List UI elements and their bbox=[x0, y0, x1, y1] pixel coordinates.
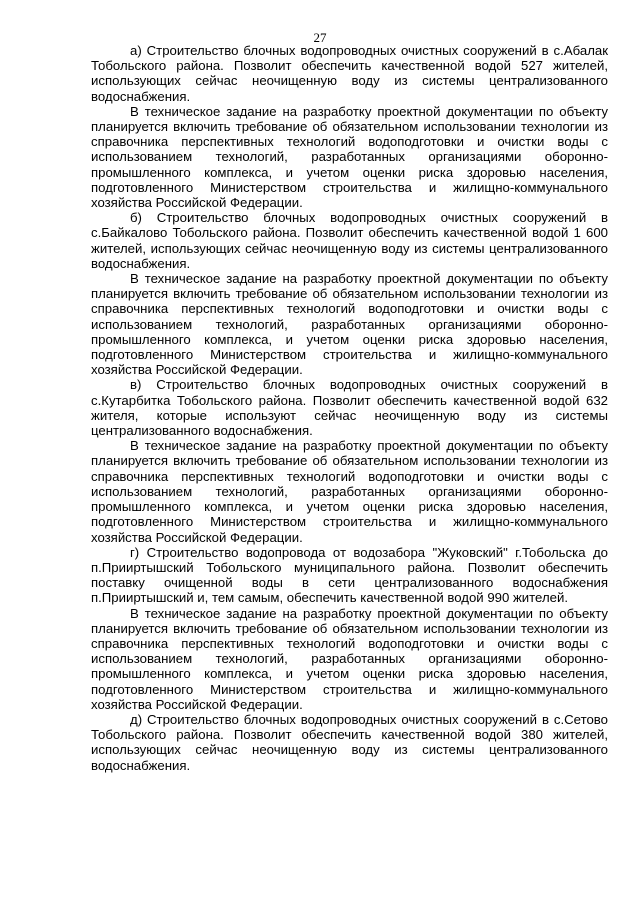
technical-requirement-paragraph: В техническое задание на разработку проектной документации по объекту планируется включить требование об обязательном использовании технологии из справочника перспективных технологий водоподготовки и очистки воды с использованием технологий, разработанных организациями оборонно-промышленного комплекса, и учетом оценки риска здоровью населения, подготовленного Министерством строительства и жилищно-коммунального хозяйства Российской Федерации. bbox=[91, 103, 608, 211]
item-g-priirtyshsky: г) Строительство водопровода от водозабора "Жуковский" г.Тобольска до п.Прииртышский Тобольского муниципального района. Позволит обеспечить поставку очищенной воды в сети централизованного водоснабжения п.Прииртышский и, тем самым, обеспечить качественной водой 990 жителей. bbox=[91, 544, 608, 606]
item-v-kutarbitka: в) Строительство блочных водопроводных очистных сооружений в с.Кутарбитка Тобольского района. Позволит обеспечить качественной водой 632 жителя, которые используют сейчас неочищенную воду из системы централизованного водоснабжения. bbox=[91, 377, 608, 439]
item-d-setovo: д) Строительство блочных водопроводных очистных сооружений в с.Сетово Тобольского района. Позволит обеспечить качественной водой 380 жителей, использующих сейчас неочищенную воду из системы централизованного водоснабжения. bbox=[91, 711, 608, 773]
item-a-abalak: а) Строительство блочных водопроводных очистных сооружений в с.Абалак Тобольского района. Позволит обеспечить качественной водой 527 жителей, использующих сейчас неочищенную воду из системы централизованного водоснабжения. bbox=[91, 43, 608, 104]
technical-requirement-paragraph: В техническое задание на разработку проектной документации по объекту планируется включить требование об обязательном использовании технологии из справочника перспективных технологий водоподготовки и очистки воды с использованием технологий, разработанных организациями оборонно-промышленного комплекса, и учетом оценки риска здоровью населения, подготовленного Министерством строительства и жилищно-коммунального хозяйства Российской Федерации. bbox=[91, 271, 608, 378]
technical-requirement-paragraph: В техническое задание на разработку проектной документации по объекту планируется включить требование об обязательном использовании технологии из справочника перспективных технологий водоподготовки и очистки воды с использованием технологий, разработанных организациями оборонно-промышленного комплекса, и учетом оценки риска здоровью населения, подготовленного Министерством строительства и жилищно-коммунального хозяйства Российской Федерации. bbox=[91, 438, 608, 545]
technical-requirement-paragraph: В техническое задание на разработку проектной документации по объекту планируется включить требование об обязательном использовании технологии из справочника перспективных технологий водоподготовки и очистки воды с использованием технологий, разработанных организациями оборонно-промышленного комплекса, и учетом оценки риска здоровью населения, подготовленного Министерством строительства и жилищно-коммунального хозяйства Российской Федерации. bbox=[91, 605, 608, 712]
item-b-baikalovo: б) Строительство блочных водопроводных очистных сооружений в с.Байкалово Тобольского района. Позволит обеспечить качественной водой 1 600 жителей, использующих сейчас неочищенную воду из системы централизованного водоснабжения. bbox=[91, 210, 608, 271]
document-body bbox=[91, 43, 608, 773]
page-number: 27 bbox=[313, 30, 327, 45]
